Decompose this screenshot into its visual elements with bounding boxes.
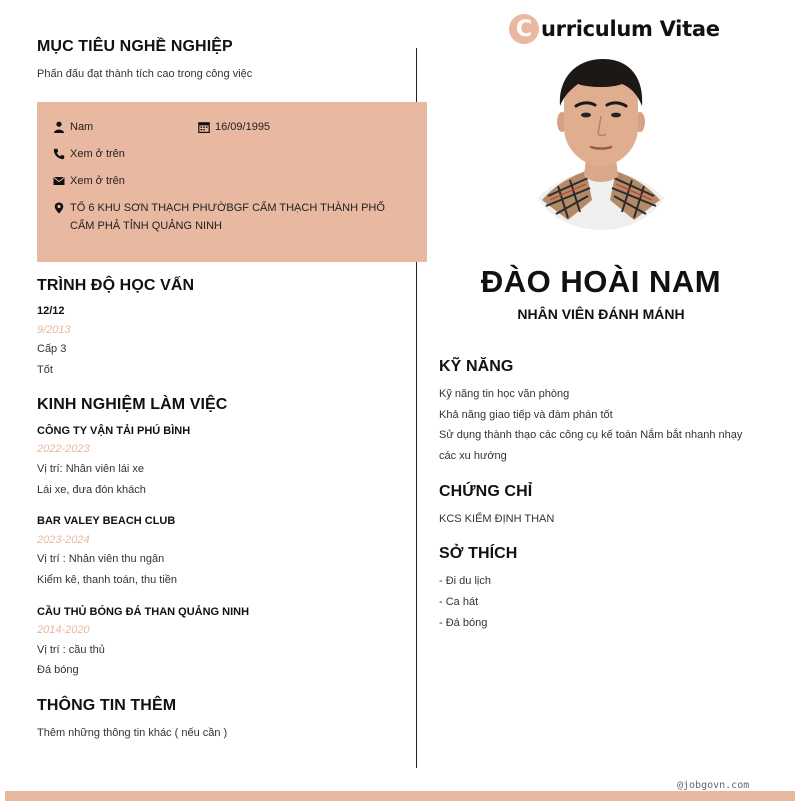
job-company: CẦU THỦ BÓNG ĐÁ THAN QUẢNG NINH: [37, 606, 250, 618]
location-pin-icon: [53, 202, 65, 214]
education-title: TRÌNH ĐỘ HỌC VẤN: [37, 277, 195, 294]
extra-info-title: THÔNG TIN THÊM: [37, 697, 177, 714]
phone-icon: [53, 148, 65, 160]
certificates-title: CHỨNG CHỈ: [439, 483, 533, 500]
watermark: @jobgovn.com: [677, 780, 750, 791]
personal-info-box: [37, 102, 427, 262]
education-school: 12/12: [37, 305, 65, 317]
job-description: Kiểm kê, thanh toán, thu tiền: [37, 574, 178, 586]
job-position: Vị trí: Nhân viên lái xe: [37, 463, 144, 475]
cv-logo: [509, 14, 720, 44]
objective-text: Phấn đấu đạt thành tích cao trong công việc: [37, 68, 253, 80]
education-date: 9/2013: [37, 324, 71, 336]
gender-row: [53, 118, 93, 136]
profile-role: NHÂN VIÊN ĐÁNH MÁNH: [517, 306, 685, 322]
experience-title: KINH NGHIỆM LÀM VIỆC: [37, 396, 228, 413]
extra-info-text: Thêm những thông tin khác ( nếu cần ): [37, 727, 228, 739]
profile-name: ĐÀO HOÀI NAM: [480, 264, 722, 299]
objective-title: MỤC TIÊU NGHỀ NGHIỆP: [37, 38, 233, 55]
gender-value: Nam: [70, 121, 94, 133]
education-grade: Tốt: [37, 364, 53, 376]
hobby-item: - Đá bóng: [439, 617, 488, 629]
person-icon: [53, 121, 65, 133]
hobby-item: - Ca hát: [439, 596, 479, 608]
address-value: [70, 199, 385, 235]
phone-value: Xem ở trên: [70, 148, 125, 160]
address-line-1: TỔ 6 KHU SƠN THẠCH PHƯỜBGF CẨM THẠCH THÀNH PHỐ: [70, 202, 385, 214]
job-date: 2022-2023: [37, 443, 90, 455]
cv-logo-circle: C: [509, 14, 539, 44]
profile-photo: [528, 50, 674, 230]
envelope-icon: [53, 175, 65, 187]
job-position: Vị trí : cầu thủ: [37, 644, 105, 656]
email-row: [53, 172, 125, 190]
birthday-value: 16/09/1995: [215, 121, 271, 133]
address-row: [53, 199, 393, 235]
job-position: Vị trí : Nhân viên thu ngân: [37, 553, 165, 565]
education-level: Cấp 3: [37, 343, 67, 355]
hobbies-title: SỞ THÍCH: [439, 545, 518, 562]
certificate-item: KCS KIỂM ĐỊNH THAN: [439, 513, 555, 525]
job-description: Đá bóng: [37, 664, 79, 676]
skill-item: Khả năng giao tiếp và đàm phán tốt: [439, 409, 613, 421]
skills-title: KỸ NĂNG: [439, 358, 514, 375]
job-date: 2023-2024: [37, 534, 90, 546]
calendar-icon: [198, 121, 210, 133]
job-date: 2014-2020: [37, 624, 90, 636]
hobby-item: - Đi du lịch: [439, 575, 491, 587]
skill-item: Kỹ năng tin học văn phòng: [439, 388, 570, 400]
birthday-row: [198, 118, 270, 136]
skill-item: các xu hướng: [439, 450, 507, 462]
bottom-accent-bar: [5, 791, 795, 801]
phone-row: [53, 145, 125, 163]
job-company: CÔNG TY VẬN TẢI PHÚ BÌNH: [37, 425, 191, 437]
skill-item: Sử dụng thành thạo các công cụ kế toán Nắm bắt nhanh nhạy: [439, 429, 743, 441]
job-description: Lái xe, đưa đón khách: [37, 484, 146, 496]
cv-logo-text: urriculum Vitae: [541, 17, 720, 41]
job-company: BAR VALEY BEACH CLUB: [37, 515, 176, 527]
address-line-2: CẨM PHẢ TỈNH QUẢNG NINH: [70, 220, 222, 232]
email-value: Xem ở trên: [70, 175, 125, 187]
